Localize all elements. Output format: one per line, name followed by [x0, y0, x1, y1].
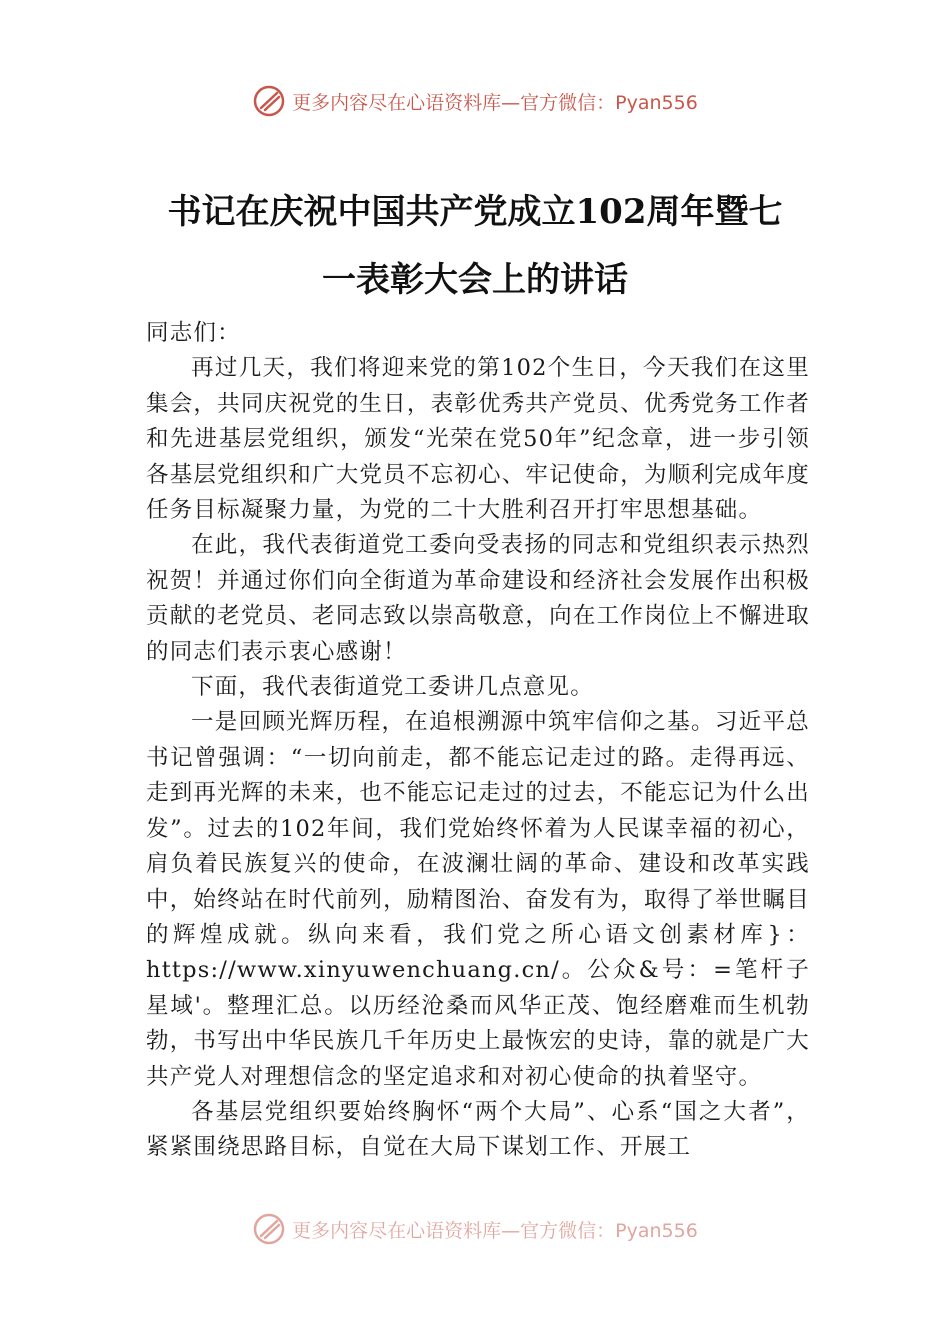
document-title: [120, 178, 830, 314]
paragraph-4: 一是回顾光辉历程，在追根溯源中筑牢信仰之基。习近平总书记曾强调：“一切向前走，都不能忘记走过的路。走得再远、走到再光辉的未来，也不能忘记走过的过去，不能忘记为什么出发”。过去的102年间，我们党始终怀着为人民谋幸福的初心，肩负着民族复兴的使命，在波澜壮阔的革命、建设和改革实践中，始终站在时代前列，励精图治、奋发有为，取得了举世瞩目的辉煌成就。纵向来看，我们党之所心语文创素材库}：https://www.xinyuwenchuang.cn/。公众&号：=笔杆子星域'。整理汇总。以历经沧桑而风华正茂、饱经磨难而生机勃勃，书写出中华民族几千年历史上最恢宏的史诗，靠的就是广大共产党人对理想信念的坚定追求和对初心使命的执着坚守。: [146, 709, 810, 1090]
footer-watermark: [0, 1212, 950, 1246]
paragraph-3: 下面，我代表街道党工委讲几点意见。: [191, 674, 594, 701]
paragraph-2: 在此，我代表街道党工委向受表扬的同志和党组织表示热烈祝贺！并通过你们向全街道为革命建设和经济社会发展作出积极贡献的老党员、老同志致以崇高敬意，向在工作岗位上不懈进取的同志们表示衷心感谢！: [146, 532, 810, 665]
paragraph-5: 各基层党组织要始终胸怀“两个大局”、心系“国之大者”，紧紧围绕思路目标，自觉在大局下谋划工作、开展工: [146, 1098, 810, 1161]
watermark-text: 更多内容尽在心语资料库—官方微信：Pyan556: [292, 1219, 698, 1242]
paragraph-1: 再过几天，我们将迎来党的第102个生日，今天我们在这里集会，共同庆祝党的生日，表彰优秀共产党员、优秀党务工作者和先进基层党组织，颁发“光荣在党50年”纪念章，进一步引领各基层党组织和广大党员不忘初心、牢记使命，为顺利完成年度任务目标凝聚力量，为党的二十大胜利召开打牢思想基础。: [146, 355, 810, 524]
watermark-text: 更多内容尽在心语资料库—官方微信：Pyan556: [292, 91, 698, 114]
salutation: 同志们：: [146, 320, 241, 346]
header-watermark: [0, 84, 950, 118]
logo-icon: [252, 84, 286, 118]
logo-icon: [252, 1212, 286, 1246]
title-line-2: 一表彰大会上的讲话: [322, 260, 628, 300]
document-body: [146, 316, 810, 1166]
title-line-1: 书记在庆祝中国共产党成立102周年暨七: [167, 192, 783, 232]
